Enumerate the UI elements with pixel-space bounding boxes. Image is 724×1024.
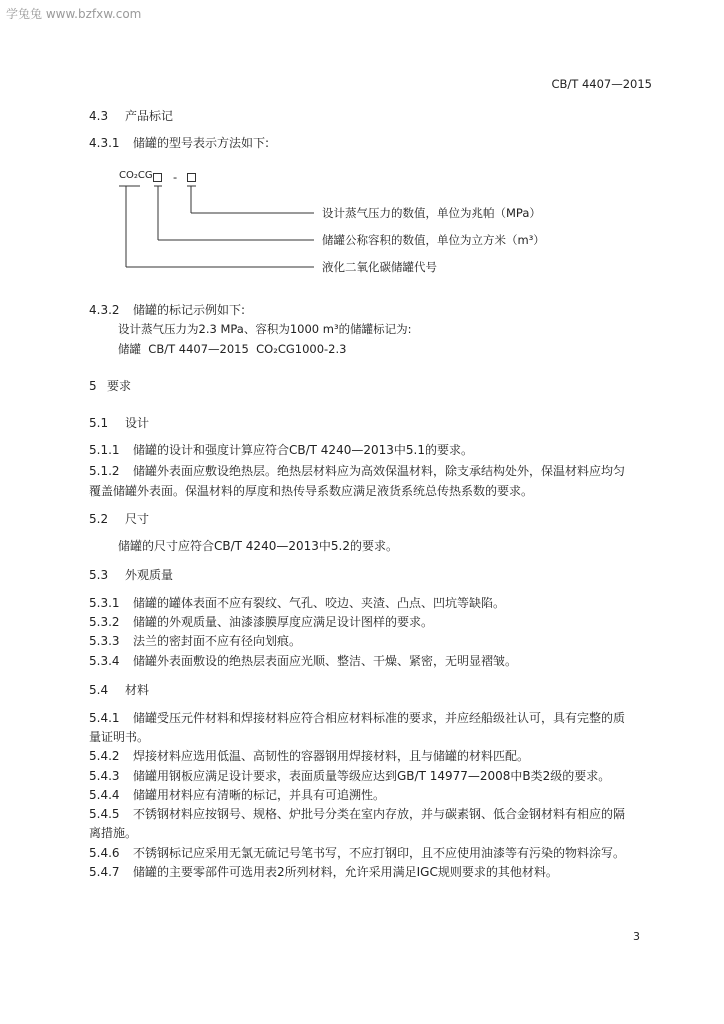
clause-number: 5.4.1 — [89, 711, 120, 725]
clause-number: 5.4.4 — [89, 788, 120, 802]
clause-5-4-7 — [89, 863, 558, 881]
clause-text: 储罐的标记示例如下: — [133, 303, 246, 317]
clause-text: 不锈钢标记应采用无氯无硫记号笔书写，不应打钢印，且不应使用油漆等有污染的物料涂写。 — [133, 846, 626, 860]
section-title: 材料 — [125, 683, 150, 697]
clause-number: 5.3.2 — [89, 615, 120, 629]
section-number: 5.3 — [89, 568, 109, 582]
clause-number: 5.3.1 — [89, 596, 120, 610]
clause-text: 储罐外表面应敷设绝热层。绝热层材料应为高效保温材料，除支承结构处外，保温材料应均匀 — [133, 464, 626, 478]
section-5-4-heading — [89, 681, 149, 699]
clause-text: 储罐的型号表示方法如下: — [133, 136, 270, 150]
clause-text: 储罐受压元件材料和焊接材料应符合相应材料标准的要求，并应经船级社认可，具有完整的质 — [133, 711, 626, 725]
clause-5-4-2 — [89, 747, 529, 765]
clause-5-1-1 — [89, 441, 473, 459]
model-prefix: CO₂CG — [119, 170, 153, 181]
clause-number: 5.4.5 — [89, 807, 120, 821]
section-5-heading — [89, 377, 131, 395]
clause-5-4-5-continued: 离措施。 — [89, 826, 138, 840]
clause-text: 法兰的密封面不应有径向划痕。 — [133, 634, 302, 648]
clause-text: 储罐用材料应有清晰的标记，并具有可追溯性。 — [133, 788, 386, 802]
section-number: 5.1 — [89, 416, 109, 430]
clause-number: 5.4.2 — [89, 749, 120, 763]
clause-5-3-2 — [89, 613, 433, 631]
section-title: 要求 — [107, 379, 132, 393]
section-number: 4.3 — [89, 109, 109, 123]
clause-5-3-3 — [89, 632, 301, 650]
section-5-2-heading — [89, 510, 149, 528]
clause-5-1-2 — [89, 462, 625, 480]
label-tank-code: 液化二氧化碳储罐代号 — [322, 260, 437, 274]
marking-example: 储罐 CB/T 4407—2015 CO₂CG1000-2.3 — [118, 342, 347, 356]
clause-5-4-6 — [89, 844, 625, 862]
section-number: 5 — [89, 379, 97, 393]
clause-number: 5.4.6 — [89, 846, 120, 860]
clause-number: 4.3.2 — [89, 303, 120, 317]
label-nominal-volume: 储罐公称容积的数值，单位为立方米（m³） — [322, 233, 545, 247]
section-number: 5.2 — [89, 512, 109, 526]
clause-text: 储罐的主要零部件可选用表2所列材料，允许采用满足IGC规则要求的其他材料。 — [133, 865, 558, 879]
section-title: 设计 — [125, 416, 150, 430]
watermark: 学兔兔 www.bzfxw.com — [6, 7, 142, 21]
clause-text: 储罐外表面敷设的绝热层表面应光顺、整洁、干燥、紧密，无明显褶皱。 — [133, 654, 518, 668]
clause-5-4-1 — [89, 709, 625, 727]
clause-5-4-5 — [89, 805, 625, 823]
clause-5-4-4 — [89, 786, 385, 804]
clause-text: 焊接材料应选用低温、高韧性的容器钢用焊接材料，且与储罐的材料匹配。 — [133, 749, 530, 763]
clause-4-3-2 — [89, 301, 245, 319]
clause-number: 5.4.7 — [89, 865, 120, 879]
clause-number: 5.3.4 — [89, 654, 120, 668]
page-number: 3 — [633, 930, 640, 943]
clause-5-4-1-continued: 量证明书。 — [89, 730, 150, 744]
section-title: 产品标记 — [125, 109, 174, 123]
clause-number: 5.1.1 — [89, 443, 120, 457]
standard-code-header: CB/T 4407—2015 — [551, 77, 652, 91]
section-title: 尺寸 — [125, 512, 150, 526]
clause-text: 储罐的设计和强度计算应符合CB/T 4240—2013中5.1的要求。 — [133, 443, 473, 457]
diagram-leader-lines — [0, 0, 724, 300]
clause-5-3-1 — [89, 594, 505, 612]
clause-5-2-text: 储罐的尺寸应符合CB/T 4240—2013中5.2的要求。 — [118, 539, 398, 553]
section-5-3-heading — [89, 566, 173, 584]
clause-number: 4.3.1 — [89, 136, 120, 150]
clause-number: 5.3.3 — [89, 634, 120, 648]
marking-example-description: 设计蒸气压力为2.3 MPa、容积为1000 m³的储罐标记为: — [118, 322, 412, 336]
clause-text: 不锈钢材料应按钢号、规格、炉批号分类在室内存放，并与碳素钢、低合金钢材料有相应的隔 — [133, 807, 626, 821]
clause-5-1-2-continued: 覆盖储罐外表面。保温材料的厚度和热传导系数应满足液货系统总传热系数的要求。 — [89, 484, 534, 498]
clause-text: 储罐的外观质量、油漆漆膜厚度应满足设计图样的要求。 — [133, 615, 434, 629]
clause-text: 储罐用钢板应满足设计要求，表面质量等级应达到GB/T 14977—2008中B类2级的要求。 — [133, 769, 611, 783]
clause-5-3-4 — [89, 652, 517, 670]
clause-number: 5.1.2 — [89, 464, 120, 478]
clause-5-4-3 — [89, 767, 610, 785]
clause-number: 5.4.3 — [89, 769, 120, 783]
clause-text: 储罐的罐体表面不应有裂纹、气孔、咬边、夹渣、凸点、凹坑等缺陷。 — [133, 596, 506, 610]
section-5-1-heading — [89, 414, 149, 432]
section-number: 5.4 — [89, 683, 109, 697]
label-design-pressure: 设计蒸气压力的数值，单位为兆帕（MPa） — [322, 206, 541, 220]
section-title: 外观质量 — [125, 568, 174, 582]
model-dash: - — [173, 170, 178, 184]
